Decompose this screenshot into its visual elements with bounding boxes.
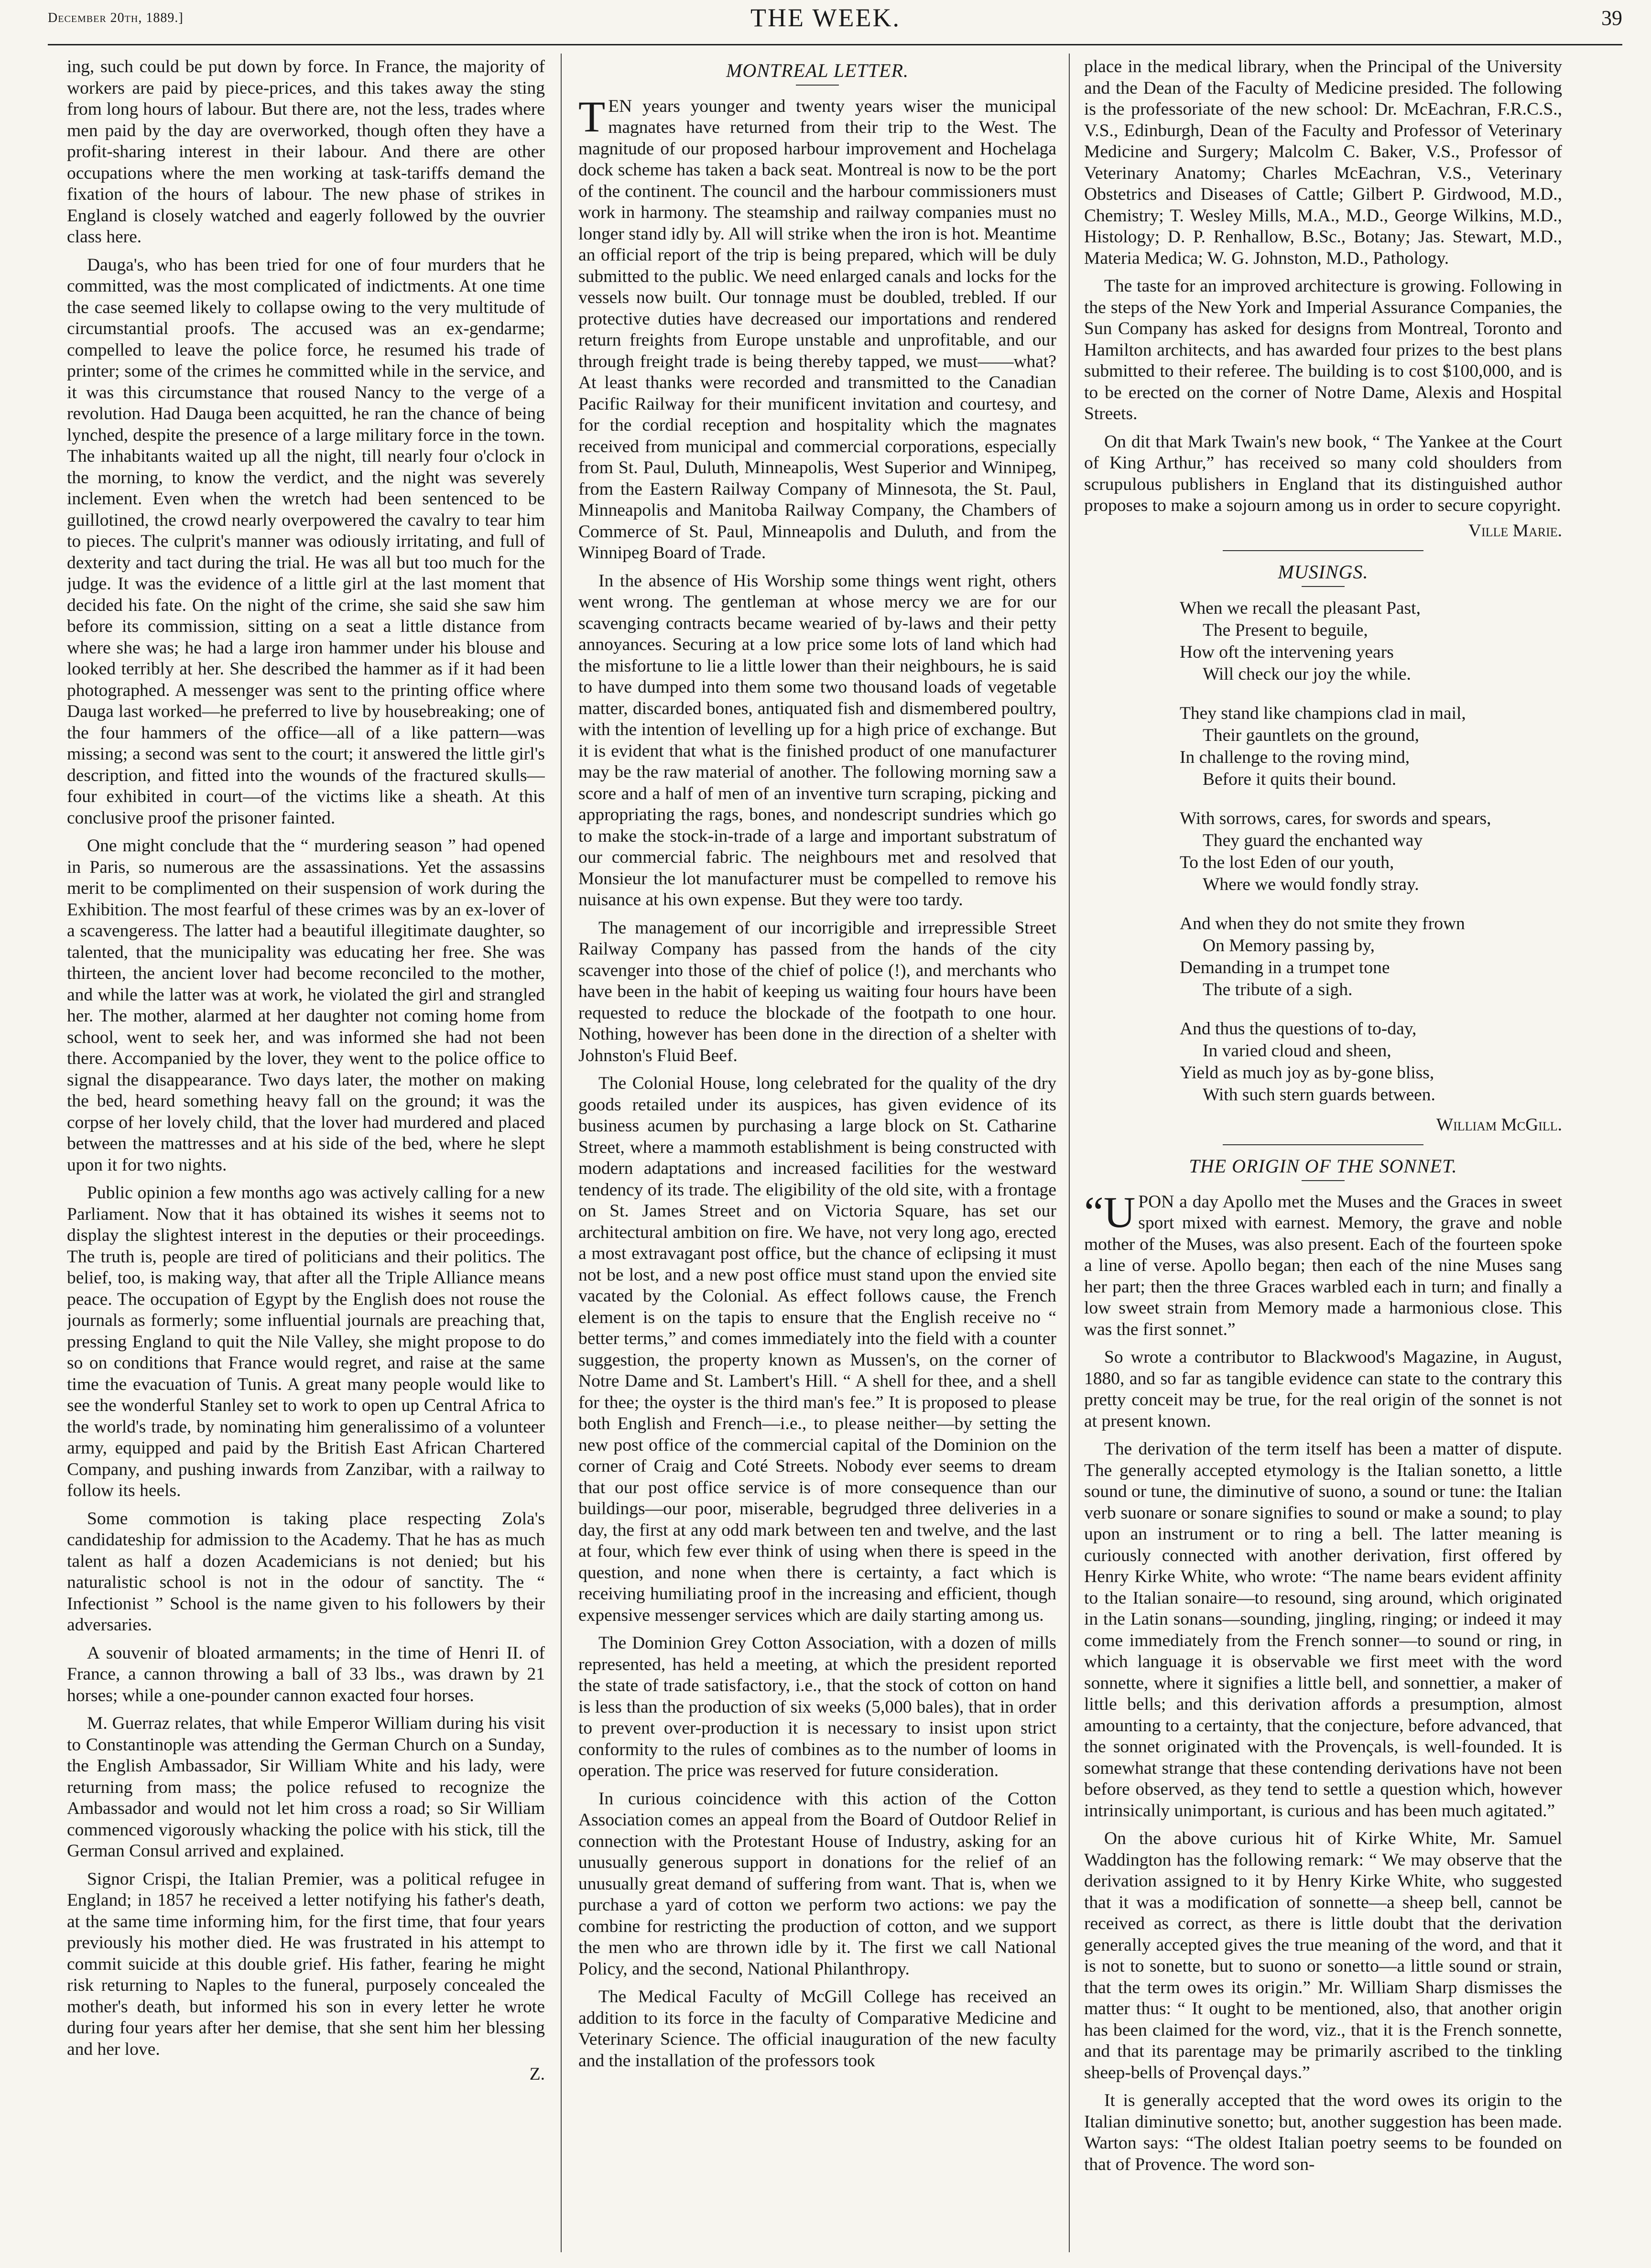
poem-line: Before it quits their bound. bbox=[1203, 769, 1397, 789]
article-paragraph: On dit that Mark Twain's new book, “ The Yankee at the Court of King Arthur,” has received so many cold shoulders from scrupulous publishers in England that its distinguished author proposes to make a sojourn among us in order to secure copyright. bbox=[1084, 432, 1562, 515]
title-rule bbox=[1302, 586, 1345, 587]
article-paragraph: A souvenir of bloated armaments; in the time of Henri II. of France, a cannon throwing a ball of 33 lbs., was drawn by 21 horses; while a one-pounder cannon exacted four horses. bbox=[67, 1643, 545, 1705]
poem-line: To the lost Eden of our youth, bbox=[1180, 852, 1394, 872]
poem-line: With such stern guards between. bbox=[1203, 1085, 1435, 1105]
column-3 bbox=[1084, 56, 1562, 2250]
title-rule bbox=[796, 85, 839, 86]
poem-line: Yield as much joy as by-gone bliss, bbox=[1180, 1063, 1434, 1083]
poem-stanza bbox=[1180, 597, 1562, 685]
article-paragraph: ing, such could be put down by force. In France, the majority of workers are paid by piece-prices, and this takes away the sting from long hours of labour. But there are, not the less, trades where men paid by the day are overworked, though often they have a profit-sharing interest in their labour. And there are other occupations where the men working at task-tariffs demand the fixation of the hours of labour. The new phase of strikes in England is closely watched and eagerly followed by the ouvrier class here. bbox=[67, 57, 545, 247]
article-paragraph: The derivation of the term itself has been a matter of dispute. The generally accepted etymology is the Italian sonetto, a little sound or tune, the diminutive of suono, a sound or tune: the Italian verb suonare or sonare signifies to sound or make a sound; to play upon an instrument or to ring a bell. The latter meaning is curiously connected with another derivation, first offered by Henry Kirke White, who wrote: “The name bears evident affinity to the Italian sonaire—to resound, sing around, which originated in the Latin sonans—sounding, jingling, ringing; or indeed it may come immediately from the French sonner—to sound or ring, in which language it is observable we first meet with the word sonnette, where it signifies a little bell, and sonnettier, a maker of little bells; and this derivation affords a presumption, almost amounting to a certainty, that the conjecture, before advanced, that the sonnet originated with the Provençals, is well-founded. It is somewhat strange that these contending derivations have not been before observed, as they tend to settle a question which, however intrinsically unimportant, is curious and has been much agitated.” bbox=[1084, 1439, 1562, 1821]
poem-line: How oft the intervening years bbox=[1180, 642, 1394, 662]
article-paragraph: Some commotion is taking place respecting Zola's candidateship for admission to the Academy. That he has as much talent as half a dozen Academicians is not denied; but his naturalistic school is not in the odour of sanctity. The “ Infectionist ” School is the name given to his followers by their adversaries. bbox=[67, 1508, 545, 1635]
poem-line: On Memory passing by, bbox=[1203, 935, 1375, 955]
article-paragraph: Dauga's, who has been tried for one of four murders that he committed, was the most complicated of indictments. At one time the case seemed likely to collapse owing to the very multitude of circumstantial proofs. The accused was an ex-gendarme; compelled to leave the police force, he resumed his trade of printer; some of the crimes he committed while in the service, and it was this circumstance that roused Nancy to the verge of a revolution. Had Dauga been acquitted, he ran the chance of being lynched, despite the presence of a large military force in the town. The inhabitants waited up all the night, till nearly four o'clock in the morning, to know the verdict, and the night was severely inclement. Even when the wretch had been sentenced to be guillotined, the crowd nearly overpowered the cavalry to tear him to pieces. The culprit's manner was odiously irritating, and full of dexterity and tact during the trial. He was all but too much for the judge. It was the evidence of a little girl at the last moment that decided his fate. On the night of the crime, she said she saw him before its commission, sitting on a seat a little distance from where she was; he had a large iron hammer under his blouse and looked terribly at her. She described the hammer as if it had been photographed. A messenger was sent to the printing office where Dauga last worked—he preferred to live by housebreaking; one of the four hammers of the office—all of a like pattern—was missing; a second was sent to the court; it answered the little girl's description, and fitted into the wounds of the fractured skulls—four exhibited in court—of the victims like a sheath. At this conclusive proof the prisoner fainted. bbox=[67, 255, 545, 828]
section-title-origin-of-sonnet: THE ORIGIN OF THE SONNET. bbox=[1189, 1155, 1457, 1177]
article-paragraph: Public opinion a few months ago was actively calling for a new Parliament. Now that it has obtained its wishes it seems not to display the slightest interest in the deputies or their proceedings. The truth is, people are tired of politicians and their politics. The belief, too, is making way, that after all the Triple Alliance means peace. The occupation of Egypt by the English does not rouse the journals as formerly; some influential journals are preaching that, pressing England to quit the Nile Valley, she might propose to do so on conditions that France would regret, and raise at the same time the evacuation of Tunis. A great many people would like to see the wonderful Stanley set to work to open up Central Africa to the world's trade, by nominating him generalissimo of a volunteer army, equipped and paid by the British East African Chartered Company, and pushing inwards from Zanzibar, with a railway to follow its heels. bbox=[67, 1183, 545, 1500]
poem-line: Will check our joy the while. bbox=[1203, 664, 1411, 684]
poem-line: And thus the questions of to-day, bbox=[1180, 1019, 1417, 1039]
poem-line: With sorrows, cares, for swords and spears, bbox=[1180, 808, 1491, 828]
poem-line: The Present to beguile, bbox=[1203, 620, 1368, 640]
article-paragraph: One might conclude that the “ murdering season ” had opened in Paris, so numerous are the assassinations. Yet the assassins merit to be complimented on their suspension of work during the Exhibition. The most fearful of these crimes was by an ex-lover of a scavengeress. The latter had a beautiful illegitimate daughter, so talented, that the municipality was educating her free. She was thirteen, the ancient lover had become reconciled to the mother, and while the latter was at work, he violated the girl and strangled her. The mother, alarmed at her daughter not coming home from school, went to seek her, and was informed she had not been there. Accompanied by the lover, they went to the police office to signal the disappearance. Two days later, the mother on making the bed, heard something heavy fall on the ground; it was the corpse of her lovely child, that the lover had murdered and placed between the mattresses and at his side of the bed, where he slept upon it for two nights. bbox=[67, 836, 545, 1175]
poem-line: They guard the enchanted way bbox=[1203, 830, 1423, 850]
header-rule bbox=[48, 44, 1622, 45]
article-paragraph: The management of our incorrigible and irrepressible Street Railway Company has passed from the hands of the city scavenger into those of the chief of police (!), and merchants who have been in the habit of keeping us waiting four hours have been requested to reduce the blockade of the footpath to one hour. Nothing, however has been done in the direction of a shelter with Johnston's Fluid Beef. bbox=[578, 918, 1056, 1065]
column-divider bbox=[1069, 54, 1070, 2252]
article-paragraph bbox=[578, 92, 1056, 564]
poem-line: Where we would fondly stray. bbox=[1203, 874, 1419, 894]
poem bbox=[1180, 597, 1562, 1106]
article-paragraph: In curious coincidence with this action of the Cotton Association comes an appeal from the Board of Outdoor Relief in connection with the Protestant House of Industry, asking for an unusually generous support in donations for the relief of an unusually great demand of suffering from want. That is, when we purchase a yard of cotton we perform two actions: we pay the combine for restricting the production of cotton, and we support the men who are thrown idle by it. The first we call National Policy, and the second, National Philanthropy. bbox=[578, 1789, 1056, 1979]
article-paragraph: The Medical Faculty of McGill College has received an addition to its force in the faculty of Comparative Medicine and Veterinary Science. The official inauguration of the new faculty and the installation of the professors took bbox=[578, 1987, 1056, 2071]
article-paragraph: place in the medical library, when the Principal of the University and the Dean of the Faculty of Medicine presided. The following is the professoriate of the new school: Dr. McEachran, F.R.C.S., V.S., Edinburgh, Dean of the Faculty and Professor of Veterinary Medicine and Surgery; Malcolm C. Baker, V.S., Professor of Veterinary Anatomy; Charles McEachran, V.S., Veterinary Obstetrics and Diseases of Cattle; Gilbert P. Girdwood, M.D., Chemistry; T. Wesley Mills, M.A., M.D., George Wilkins, M.D., Histology; D. P. Renhallow, B.Sc., Botany; Jas. Stewart, M.D., Materia Medica; W. G. Johnston, M.D., Pathology. bbox=[1084, 57, 1562, 268]
poem-stanza bbox=[1180, 1018, 1562, 1106]
article-paragraph bbox=[1084, 1187, 1562, 1341]
poem-line: In varied cloud and sheen, bbox=[1203, 1041, 1391, 1061]
poem-line: The tribute of a sigh. bbox=[1203, 979, 1353, 999]
column-1 bbox=[67, 56, 545, 2250]
page-number: 39 bbox=[1601, 6, 1622, 30]
article-paragraph: So wrote a contributor to Blackwood's Magazine, in August, 1880, and so far as tangible evidence can state to the contrary this pretty conceit may be true, for the real origin of the sonnet is not at present known. bbox=[1084, 1347, 1562, 1431]
article-signature: Z. bbox=[529, 2064, 545, 2084]
poem-stanza bbox=[1180, 913, 1562, 1001]
section-rule bbox=[1223, 550, 1423, 551]
issue-date: December 20th, 1889.] bbox=[48, 11, 184, 25]
article-paragraph: Signor Crispi, the Italian Premier, was a political refugee in England; in 1857 he received a letter notifying his father's death, at the same time informing him, for the first time, that four years previously his mother died. He was frustrated in his attempt to commit suicide at this double grief. His father, fearing he might risk returning to Naples to the funeral, purposely concealed the mother's death, but informed his son in every letter he wrote during four years after her demise, that she sent him her blessing and her love. bbox=[67, 1869, 545, 2059]
column-2 bbox=[578, 56, 1056, 2250]
poem-stanza bbox=[1180, 808, 1562, 896]
section-rule bbox=[1223, 1144, 1423, 1145]
poem-line: Demanding in a trumpet tone bbox=[1180, 957, 1390, 977]
poem-line: When we recall the pleasant Past, bbox=[1180, 598, 1421, 618]
article-paragraph: The Dominion Grey Cotton Association, with a dozen of mills represented, has held a meeting, at which the president reported the state of trade satisfactory, i.e., that the stock of cotton on hand is less than the production of six weeks (5,000 bales), that in order to prevent over-production it is necessary to insist upon strict conformity to the rules of combines as to the number of looms in operation. The price was reserved for future consideration. bbox=[578, 1633, 1056, 1780]
poem-line: Their gauntlets on the ground, bbox=[1203, 725, 1420, 745]
poem-line: In challenge to the roving mind, bbox=[1180, 747, 1410, 767]
title-rule bbox=[1302, 1180, 1345, 1181]
article-paragraph: The taste for an improved architecture is growing. Following in the steps of the New York and Imperial Assurance Companies, the Sun Company has asked for designs from Montreal, Toronto and Hamilton architects, and has awarded four prizes to the best plans submitted to their referee. The building is to cost $100,000, and is to be erected on the corner of Notre Dame, Alexis and Hospital Streets. bbox=[1084, 276, 1562, 423]
drop-cap: “U bbox=[1084, 1187, 1136, 1237]
article-text: PON a day Apollo met the Muses and the Graces in sweet sport mixed with earnest. Memory, the grave and noble mother of the Muses, was also present. Each of the fourteen spoke a line of verse. Apollo began; then each of the nine Muses sang her part; then the three Graces warbled each in turn; and finally a low sweet strain from Memory made a harmonious close. This was the first sonnet.” bbox=[1084, 1192, 1562, 1339]
drop-cap: T bbox=[578, 92, 606, 141]
masthead-title: THE WEEK. bbox=[750, 3, 901, 32]
article-paragraph: It is generally accepted that the word owes its origin to the Italian diminutive sonetto; but, another suggestion has been made. Warton says: “The oldest Italian poetry seems to be founded on that of Provence. The word son- bbox=[1084, 2091, 1562, 2174]
article-signature: Ville Marie. bbox=[1468, 521, 1562, 541]
section-title-musings: MUSINGS. bbox=[1278, 561, 1369, 583]
article-paragraph: The Colonial House, long celebrated for the quality of the dry goods retailed under its auspices, has given evidence of its business acumen by purchasing a large block on St. Catharine Street, where a mammoth establishment is being constructed with modern adaptations and increased facilities for the westward tendency of its trade. The eligibility of the old site, with a frontage on St. James Street and on Victoria Square, has set our architectural ambition on fire. We have, not very long ago, erected a most extravagant post office, but the chance of eclipsing it must not be lost, and a new post office must stand upon the envied site vacated by the Colonial. As effect follows cause, the French element is on the tapis to ensure that the English receive no “ better terms,” and comes immediately into the field with a counter suggestion, the property known as Mussen's, on the corner of Notre Dame and St. Lambert's Hill. “ A shell for thee, and a shell for thee; the oyster is the third man's fee.” It is proposed to please both English and French—i.e., to please neither—by setting the new post office of the commercial capital of the Dominion on the corner of Craig and Coté Streets. Nobody ever seems to dream that our post office service is of more consequence than our buildings—our poor, miserable, begrudged three deliveries in a day, the first at any odd mark between ten and twelve, and the last at four, which few ever think of using when there is speed in the question, and none when there is certainty, a fact which is receiving humiliating proof in the increasing and efficient, though expensive messenger services which are daily starting among us. bbox=[578, 1074, 1056, 1625]
column-divider bbox=[561, 54, 562, 2252]
section-title-montreal-letter: MONTREAL LETTER. bbox=[726, 60, 909, 81]
poem-author: William McGill. bbox=[1436, 1115, 1562, 1135]
article-text: EN years younger and twenty years wiser the municipal magnates have returned from their trip to the West. The magnitude of our proposed harbour improvement and Hochelaga dock scheme has taken a back seat. Montreal is now to be the port of the continent. The council and the harbour commissioners must work in harmony. The steamship and railway companies must no longer stand idly by. All will strike when the iron is hot. Meantime an official report of the trip is being prepared, which will be duly submitted to the public. We need enlarged canals and locks for the vessels now built. Our tonnage must be doubled, trebled. If our protective duties have decreased our importations and rendered return freights from Europe unstable and unprofitable, and our through freight trade is being thereby tapped, we must——what? At least thanks were recorded and transmitted to the Canadian Pacific Railway for their munificent invitation and courtesy, and for the cordial reception and hospitality which the magnates received from municipal and commercial corporations, especially from St. Paul, Duluth, Minneapolis, West Superior and Winnipeg, from the Eastern Railway Company of Minnesota, the St. Paul, Minneapolis and Manitoba Railway Company, the Chambers of Commerce of St. Paul, Minneapolis and Duluth, and from the Winnipeg Board of Trade. bbox=[578, 96, 1056, 563]
article-paragraph: M. Guerraz relates, that while Emperor William during his visit to Constantinople was attending the German Church on a Sunday, the English Ambassador, Sir William White and his lady, were returning from mass; the police refused to recognize the Ambassador and would not let him cross a road; so Sir William commenced vigorously whacking the police with his stick, till the German Consul arrived and explained. bbox=[67, 1714, 545, 1861]
article-paragraph: In the absence of His Worship some things went right, others went wrong. The gentleman at whose mercy we are for our scavenging contracts became wearied of by-laws and their petty annoyances. Securing at a low price some lots of land which had the misfortune to lie a little lower than their neighbours, he is said to have dumped into them some two thousand loads of vegetable matter, discarded bones, antiquated fish and dismembered poultry, with the intention of levelling up for a high price of exchange. But it is evident that what is the finished product of one manufacturer may be the raw material of another. The following morning saw a score and a half of men of an inventive turn scraping, picking and appropriating the rags, bones, and nondescript sundries which go to make the stock-in-trade of a large and important substratum of our commercial fabric. The neighbours met and resolved that Monsieur the lot manufacturer must be compelled to remove his nuisance at his own expense. But they were too tardy. bbox=[578, 571, 1056, 910]
poem-line: And when they do not smite they frown bbox=[1180, 913, 1465, 933]
poem-line: They stand like champions clad in mail, bbox=[1180, 703, 1466, 723]
article-paragraph: On the above curious hit of Kirke White, Mr. Samuel Waddington has the following remark: “ We may observe that the derivation assigned to it by Henry Kirke White, who suggested that it was a modification of sonnette—a sheep bell, cannot be received as correct, as there is little doubt that the derivation generally accepted gives the true meaning of the word, and that it is not to sonette, but to suono or sonetto—a little sound or strain, that the term owes its origin.” Mr. William Sharp dismisses the matter thus: “ It ought to be mentioned, also, that another origin has been claimed for the word, viz., that it is the French sonnette, and that its parentage may be primarily ascribed to the tinkling sheep-bells of Provençal days.” bbox=[1084, 1829, 1562, 2083]
poem-stanza bbox=[1180, 703, 1562, 791]
